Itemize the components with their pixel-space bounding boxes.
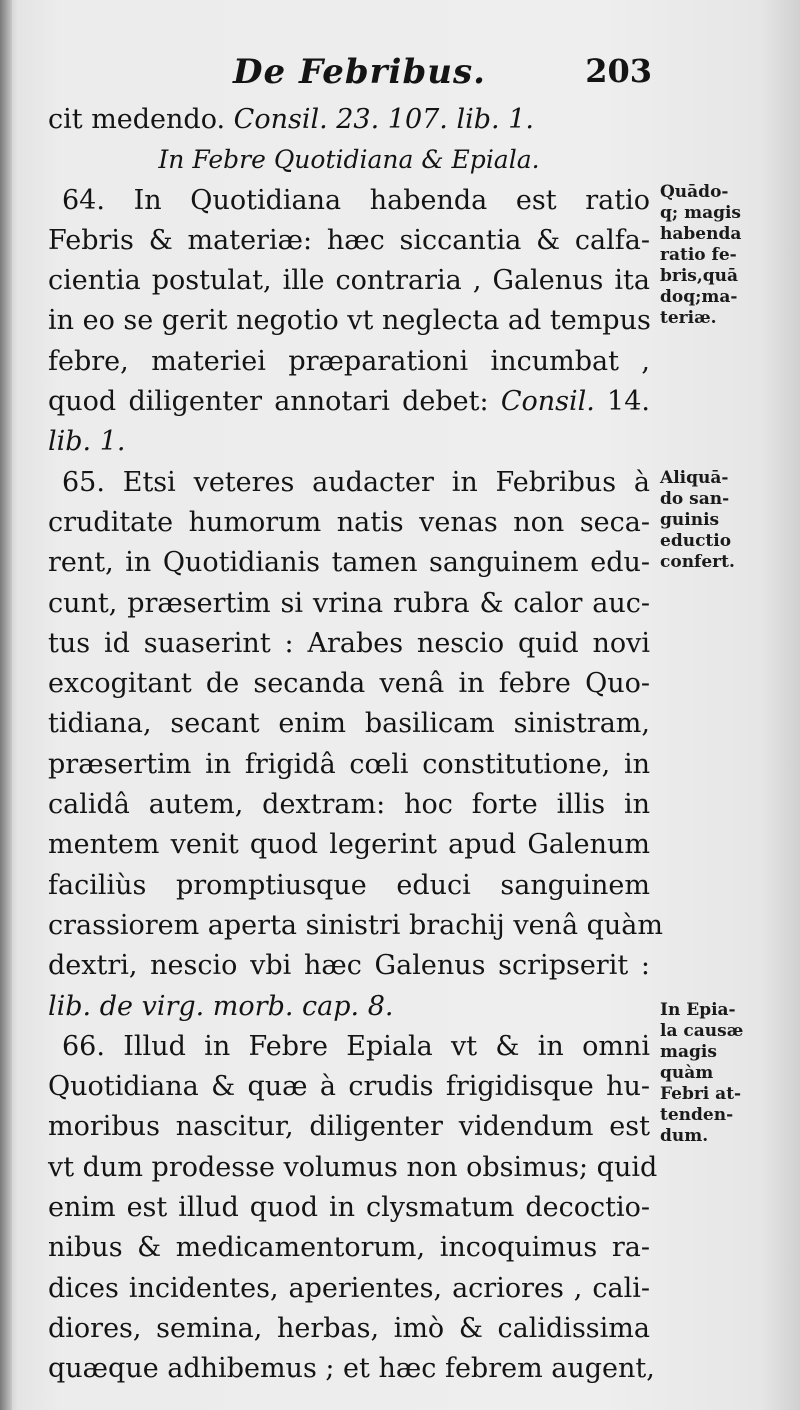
margin-note-3 [660,1000,784,1147]
text-line [48,543,650,583]
margin-note-line: eductio [660,531,732,551]
running-title: De Febribus. [233,52,486,92]
text-line [48,866,650,906]
line-text: tidiana, secant enim basilicam sinistram, [48,708,650,740]
text-line [48,382,650,422]
margin-note-line: la causæ [660,1021,744,1041]
text-line [48,221,650,261]
text-line [48,624,650,664]
text-line [48,1067,650,1107]
text-line [48,1148,658,1188]
margin-note-line: ratio fe- [660,245,737,265]
line-text: excogitant de secanda venâ in febre Quo- [48,668,650,700]
margin-note-line: doq;ma- [660,287,738,307]
text-line [48,906,664,946]
citation-reference: lib. de virg. morb. cap. 8. [48,990,394,1022]
line-text: In Febre Quotidiana & Epiala. [158,145,540,175]
text-line [48,1309,650,1349]
line-text: nibus & medicamentorum, incoquimus ra- [48,1232,650,1264]
margin-note-2 [660,468,784,573]
line-text: rent, in Quotidianis tamen sanguinem edu- [48,547,650,579]
line-text: quod diligenter annotari debet: [48,386,501,418]
line-text: tus id suaserint : Arabes nescio quid novi [48,627,650,659]
margin-note-line: magis [660,1042,717,1062]
citation-reference: Consil. 23. 107. lib. 1. [233,104,534,135]
line-text: 65. Etsi veteres audacter in Febribus à [62,466,650,498]
text-line [48,463,650,503]
margin-note-line: quàm [660,1063,714,1083]
text-line [48,100,650,140]
text-line [48,987,650,1027]
citation-reference: Consil. [500,386,595,418]
line-text: mentem venit quod legerint apud Galenum [48,829,650,861]
line-text: in eo se gerit negotio vt neglecta ad tempus [48,305,651,337]
text-line [48,1228,650,1268]
margin-note-line: guinis [660,510,720,530]
text-line [48,1349,655,1389]
text-line [48,181,650,221]
margin-note-line: dum. [660,1126,709,1146]
text-line [48,745,650,785]
line-text: diores, semina, herbas, imò & calidissima [48,1312,650,1344]
text-line [48,664,650,704]
margin-note-1 [660,182,784,329]
text-line [48,422,650,462]
text-line [48,503,650,543]
text-line [48,584,650,624]
line-text: moribus nascitur, diligenter videndum est [48,1111,650,1143]
text-line [48,825,650,865]
text-line [48,140,650,180]
line-text: febre, materiei præparationi incumbat , [48,345,650,377]
citation-reference: lib. 1. [48,426,126,458]
text-line [48,785,650,825]
margin-note-line: Quādo- [660,182,729,202]
margin-note-line: teriæ. [660,308,717,328]
line-text: calidâ autem, dextram: hoc forte illis in [48,789,650,821]
margin-note-line: do san- [660,489,730,509]
margin-note-line: In Epia- [660,1000,736,1020]
margin-note-line: Aliquā- [660,468,729,488]
line-text: 64. In Quotidiana habenda est ratio [62,184,650,216]
text-line [48,704,650,744]
line-text: Quotidiana & quæ à crudis frigidisque hu- [48,1071,650,1103]
margin-note-line: confert. [660,552,735,572]
page-header [48,52,652,98]
text-line [48,342,650,382]
line-text: vt dum prodesse volumus non obsimus; quid [48,1151,658,1183]
text-line [48,1027,650,1067]
line-text: faciliùs promptiusque educi sanguinem [48,869,650,901]
page-gutter-shadow [0,0,12,1410]
line-text: cruditate humorum natis venas non seca- [48,506,650,538]
line-text: quæque adhibemus ; et hæc febrem augent, [48,1353,655,1385]
line-text: præsertim in frigidâ cœli constitutione, in [48,748,650,780]
margin-note-line: Febri at- [660,1084,742,1104]
margin-note-line: q; magis [660,203,741,223]
text-line [48,1107,650,1147]
margin-note-line: tenden- [660,1105,734,1125]
line-text: 66. Illud in Febre Epiala vt & in omni [62,1030,650,1062]
page-number: 203 [585,52,652,90]
line-text: dextri, nescio vbi hæc Galenus scripserit : [48,950,650,982]
body-text [48,100,664,1390]
line-text: cunt, præsertim si vrina rubra & calor auc- [48,587,650,619]
text-line [48,946,650,986]
text-line [48,301,650,341]
line-text: Febris & materiæ: hæc siccantia & calfa- [48,224,650,256]
margin-note-line: habenda [660,224,742,244]
text-line [48,261,650,301]
line-text: enim est illud quod in clysmatum decoctio- [48,1192,650,1224]
line-tail: 14. [594,386,650,418]
text-line [48,1269,650,1309]
line-text: dices incidentes, aperientes, acriores , cali- [48,1272,650,1304]
line-text: cit medendo. [48,104,234,135]
text-line [48,1188,650,1228]
line-text: cientia postulat, ille contraria , Galenus ita [48,265,650,297]
line-text: crassiorem aperta sinistri brachij venâ quàm [48,909,664,941]
margin-note-line: bris,quā [660,266,739,286]
